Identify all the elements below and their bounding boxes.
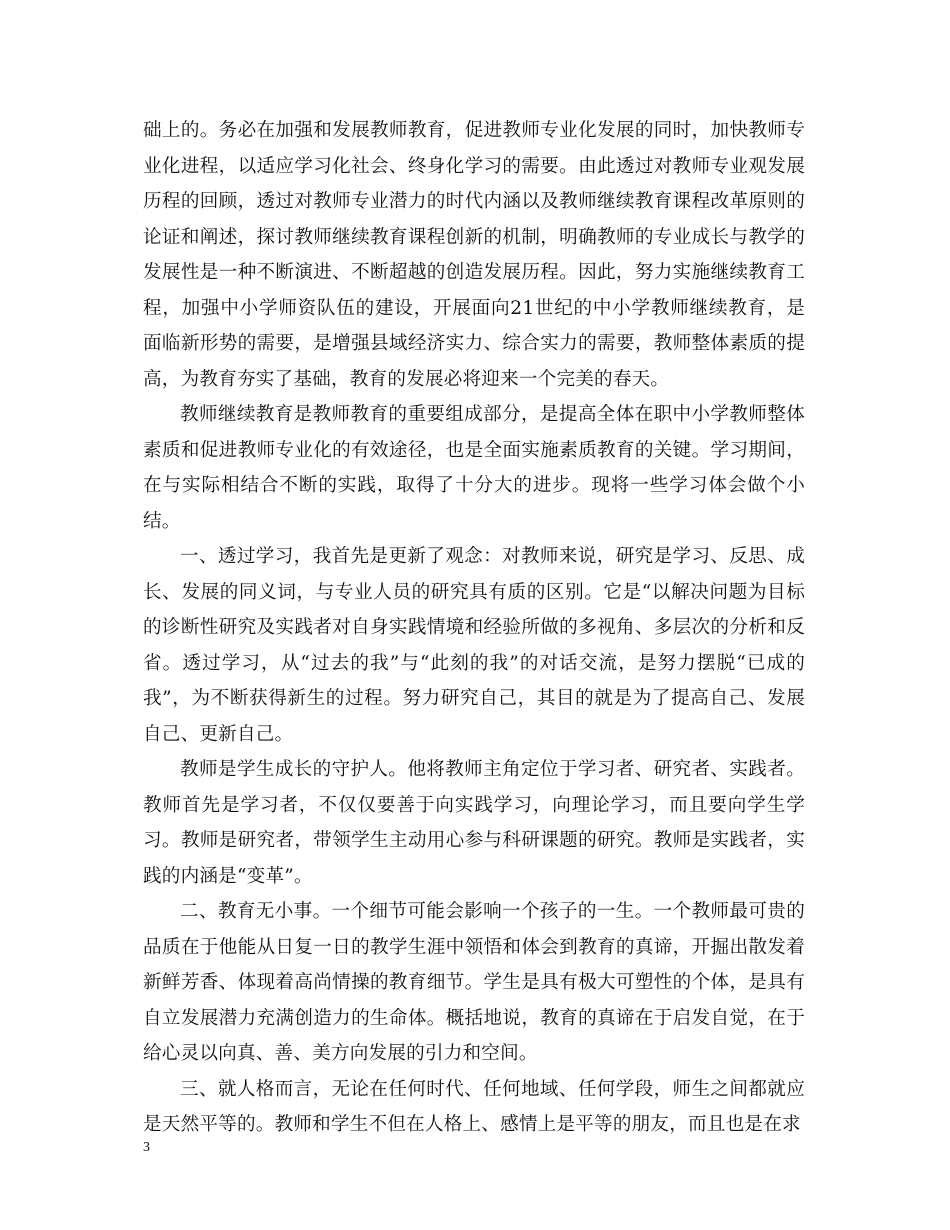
paragraph-teacher-education: 教师继续教育是教师教育的重要组成部分，是提高全体在职中小学教师整体素质和促进教师专业化的有效途径，也是全面实施素质教育的关键。学习期间，在与实际相结合不断的实践，取得了十分大的进步。现将一些学习体会做个小结。 [143, 404, 805, 532]
paragraph-teacher-roles: 教师是学生成长的守护人。他将教师主角定位于学习者、研究者、实践者。教师首先是学习者，不仅仅要善于向实践学习，向理论学习，而且要向学生学习。教师是研究者，带领学生主动用心参与科研课题的研究。教师是实践者，实践的内涵是“变革”。 [143, 759, 805, 887]
body-text [143, 113, 805, 1143]
paragraph-point-three: 三、就人格而言，无论在任何时代、任何地域、任何学段，师生之间都就应是天然平等的。教师和学生不但在人格上、感情上是平等的朋友，而且也是在求 [143, 1078, 805, 1135]
paragraph-continuation: 础上的。务必在加强和发展教师教育，促进教师专业化发展的同时，加快教师专业化进程，以适应学习化社会、终身化学习的需要。由此透过对教师专业观发展历程的回顾，透过对教师专业潜力的时代内涵以及教师继续教育课程改革原则的论证和阐述，探讨教师继续教育课程创新的机制，明确教师的专业成长与教学的发展性是一种不断演进、不断超越的创造发展历程。因此，努力实施继续教育工程，加强中小学师资队伍的建设，开展面向21世纪的中小学教师继续教育，是面临新形势的需要，是增强县域经济实力、综合实力的需要，教师整体素质的提高，为教育夯实了基础，教育的发展必将迎来一个完美的春天。 [143, 120, 805, 390]
page-number: 3 [143, 1140, 150, 1155]
paragraph-point-one: 一、透过学习，我首先是更新了观念：对教师来说，研究是学习、反思、成长、发展的同义词，与专业人员的研究具有质的区别。它是“以解决问题为目标的诊断性研究及实践者对自身实践情境和经验所做的多视角、多层次的分析和反省。透过学习，从“过去的我”与“此刻的我”的对话交流，是努力摆脱“已成的我”，为不断获得新生的过程。努力研究自己，其目的就是为了提高自己、发展自己、更新自己。 [143, 546, 805, 745]
paragraph-point-two: 二、教育无小事。一个细节可能会影响一个孩子的一生。一个教师最可贵的品质在于他能从日复一日的教学生涯中领悟和体会到教育的真谛，开掘出散发着新鲜芳香、体现着高尚情操的教育细节。学生是具有极大可塑性的个体，是具有自立发展潜力充满创造力的生命体。概括地说，教育的真谛在于启发自觉，在于给心灵以向真、善、美方向发展的引力和空间。 [143, 901, 805, 1064]
